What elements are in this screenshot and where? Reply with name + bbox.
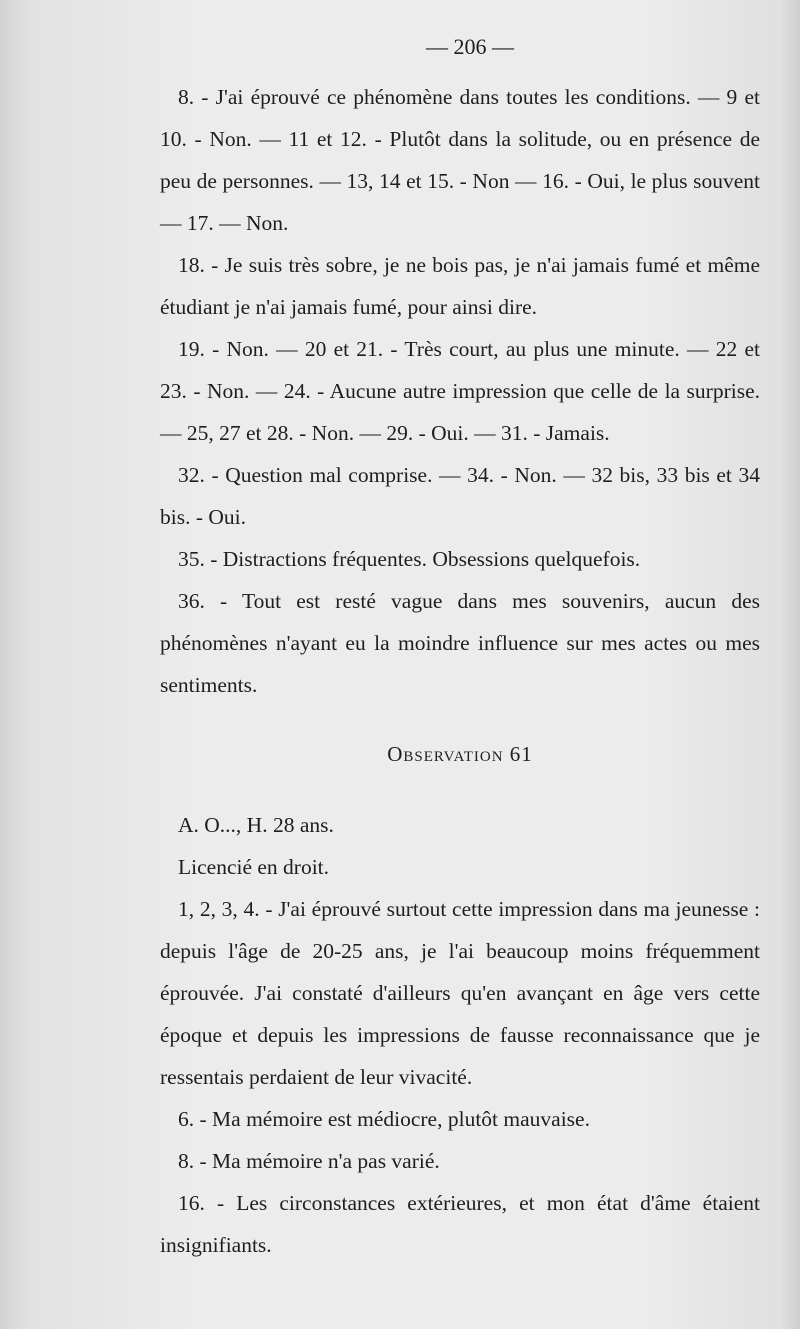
observation-heading: Observation 61 — [387, 742, 533, 766]
page-content — [160, 22, 760, 1266]
answer-paragraph-36: 36. - Tout est resté vague dans mes souvenirs, aucun des phénomènes n'ayant eu la moindre influence sur mes actes ou mes sentiments. — [160, 589, 760, 697]
answer-paragraph-1-4: 1, 2, 3, 4. - J'ai éprouvé surtout cette impression dans ma jeunesse : depuis l'âge de 20-25 ans, je l'ai beaucoup moins fréquemment éprouvée. J'ai constaté d'ailleurs qu'en avançant en âge vers cette époque et depuis les impressions de fausse reconnaissance que je ressentais perdaient de leur vivacité. — [160, 897, 760, 1089]
answer-paragraph-32: 32. - Question mal comprise. — 34. - Non. — 32 bis, 33 bis et 34 bis. - Oui. — [160, 463, 760, 529]
answer-paragraph-6: 6. - Ma mémoire est médiocre, plutôt mauvaise. — [178, 1107, 590, 1131]
profession-line: Licencié en droit. — [178, 855, 330, 879]
answer-paragraph-8: 8. - J'ai éprouvé ce phénomène dans toutes les conditions. — 9 et 10. - Non. — 11 et 12. - Plutôt dans la solitude, ou en présence de peu de personnes. — 13, 14 et 15. - Non — 16. - Oui, le plus souvent — 17. — Non. — [160, 85, 760, 235]
answer-paragraph-19: 19. - Non. — 20 et 21. - Très court, au plus une minute. — 22 et 23. - Non. — 24. - Aucune autre impression que celle de la surprise. — 25, 27 et 28. - Non. — 29. - Oui. — 31. - Jamais. — [160, 337, 760, 445]
subject-line: A. O..., H. 28 ans. — [178, 813, 334, 837]
answer-paragraph-35: 35. - Distractions fréquentes. Obsessions quelquefois. — [178, 547, 641, 571]
answer-paragraph-18: 18. - Je suis très sobre, je ne bois pas, je n'ai jamais fumé et même étudiant je n'ai jamais fumé, pour ainsi dire. — [160, 253, 760, 319]
answer-paragraph-16: 16. - Les circonstances extérieures, et mon état d'âme étaient insignifiants. — [160, 1191, 760, 1257]
page-number: — 206 — — [426, 34, 514, 59]
answer-paragraph-8b: 8. - Ma mémoire n'a pas varié. — [178, 1149, 440, 1173]
